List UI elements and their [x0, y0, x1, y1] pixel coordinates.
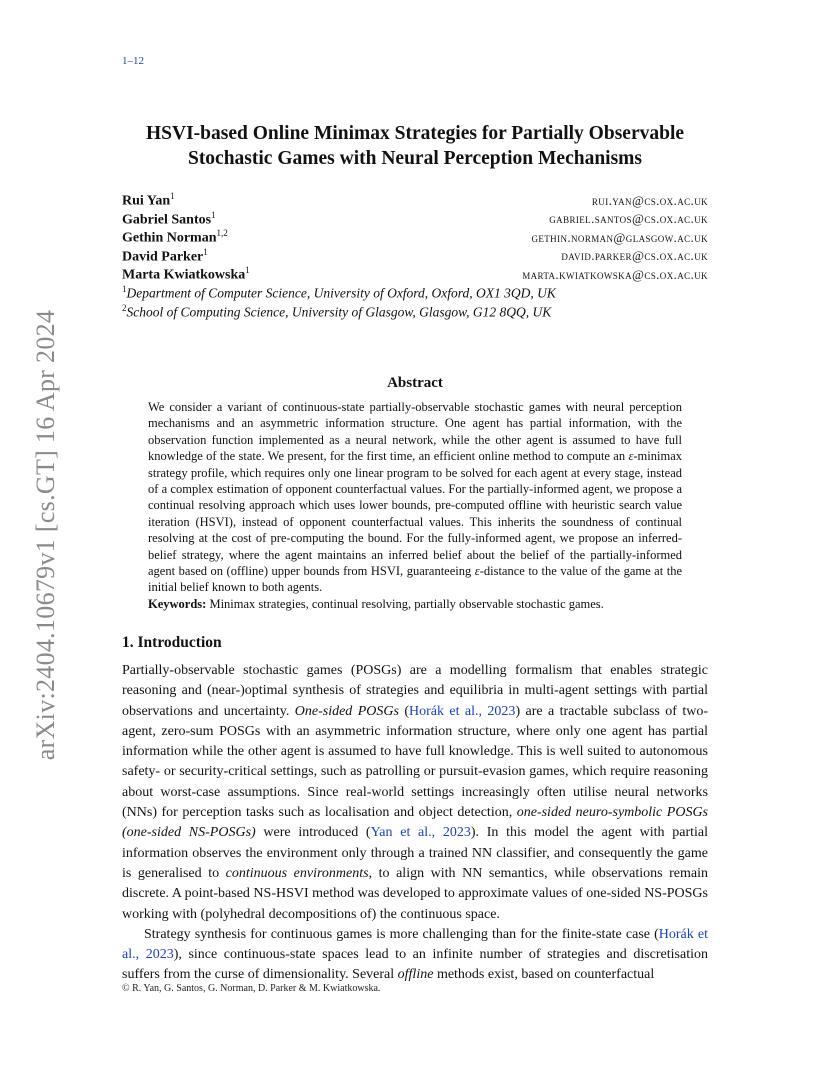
affiliation-text: School of Computing Science, University of Glasgow, Glasgow, G12 8QQ, UK: [126, 304, 552, 319]
affiliation-marker: 1: [122, 283, 127, 294]
keywords: [148, 596, 682, 612]
author-name: Rui Yan: [122, 193, 171, 209]
affiliation-text: Department of Computer Science, University of Oxford, Oxford, OX1 3QD, UK: [126, 285, 556, 300]
citation-link[interactable]: Horák et al., 2023: [409, 703, 516, 719]
arxiv-stamp: arXiv:2404.10679v1 [cs.GT] 16 Apr 2024: [31, 309, 60, 761]
author-row: [122, 210, 708, 229]
intro-paragraph-1: Partially-observable stochastic games (POSGs) are a modelling formalism that enables strategic reasoning and (near-)optimal synthesis of strategies and equilibria in multi-agent settings with partial observations and uncertainty. One-sided POSGs (Horák et al., 2023) are a tractable subclass of two-agent, zero-sum POSGs with an asymmetric information structure, where only one agent has partial information while the other agent is assumed to have full knowledge. This is well suited to autonomous safety- or security-critical settings, such as patrolling or pursuit-evasion games, which require reasoning about worst-case assumptions. Since real-world settings increasingly often utilise neural networks (NNs) for perception tasks such as localisation and object detection, one-sided neuro-symbolic POSGs (one-sided NS-POSGs) were introduced (Yan et al., 2023). In this model the agent with partial information observes the environment only through a trained NN classifier, and consequently the game is generalised to continuous environments, to align with NN semantics, while observations remain discrete. A point-based NS-HSVI method was developed to approximate values of one-sided NS-POSGs working with (polyhedral decompositions of) the continuous space.: [122, 663, 709, 922]
citation-link[interactable]: Horák et al., 2023: [122, 926, 709, 963]
citation-link[interactable]: Yan et al., 2023: [370, 825, 471, 841]
author-row: [122, 191, 708, 210]
author-name: Marta Kwiatkowska: [122, 267, 246, 283]
section-heading-introduction: 1. Introduction: [122, 634, 222, 651]
author-name: David Parker: [122, 249, 204, 265]
author-email[interactable]: gethin.norman@glasgow.ac.uk: [531, 229, 708, 245]
author-name: Gethin Norman: [122, 230, 217, 246]
affiliation: [122, 284, 708, 303]
keywords-text: Minimax strategies, continual resolving, partially observable stochastic games.: [206, 596, 604, 611]
abstract-paragraph: We consider a variant of continuous-state partially-observable stochastic games with neural perception mechanisms and an asymmetric information structure. One agent has partial information, with the observation function implemented as a neural network, while the other agent is assumed to have full knowledge of the state. We present, for the first time, an efficient online method to compute an ε-minimax strategy profile, which requires only one linear program to be solved for each agent at every stage, instead of a complex estimation of opponent counterfactual values. For the partially-informed agent, we propose a continual resolving approach which uses lower bounds, pre-computed offline with heuristic search value iteration (HSVI), instead of opponent counterfactual values. This inherits the soundness of continual resolving at the cost of pre-computing the bound. For the fully-informed agent, we propose an inferred-belief strategy, where the agent maintains an inferred belief about the belief of the partially-informed agent based on (offline) upper bounds from HSVI, guaranteeing ε-distance to the value of the game at the initial belief known to both agents.: [148, 400, 682, 595]
author-email[interactable]: marta.kwiatkowska@cs.ox.ac.uk: [522, 266, 708, 282]
abstract-heading: Abstract: [387, 375, 443, 391]
copyright-footer: © R. Yan, G. Santos, G. Norman, D. Parker & M. Kwiatkowska.: [122, 983, 381, 994]
intro-paragraph-2: Strategy synthesis for continuous games is more challenging than for the finite-state case (Horák et al., 2023), since continuous-state spaces lead to an infinite number of strategies and discretisation suffers from the curse of dimensionality. Several offline methods exist, based on counterfactual: [122, 926, 709, 983]
author-affil-marker: 1: [203, 246, 208, 257]
author-row: [122, 265, 708, 284]
author-affil-marker: 1: [170, 191, 175, 201]
affiliation-marker: 2: [122, 302, 127, 313]
author-block: [122, 191, 708, 322]
author-email[interactable]: rui.yan@cs.ox.ac.uk: [591, 192, 708, 208]
paper-title: HSVI-based Online Minimax Strategies for Partially Observable Stochastic Games with Neural Perception Mechanisms: [145, 123, 685, 169]
epsilon-symbol: ε: [474, 564, 480, 579]
author-affil-marker: 1: [211, 209, 216, 220]
author-row: [122, 228, 708, 247]
epsilon-symbol: ε: [628, 449, 634, 464]
affiliation: [122, 303, 708, 322]
author-row: [122, 247, 708, 266]
author-email[interactable]: gabriel.santos@cs.ox.ac.uk: [549, 211, 708, 227]
introduction-body: [122, 661, 708, 986]
author-affil-marker: 1,2: [216, 228, 228, 238]
author-name: Gabriel Santos: [122, 212, 212, 228]
author-affil-marker: 1: [245, 265, 250, 275]
page-range: 1–12: [122, 55, 144, 67]
abstract-body: [148, 399, 682, 612]
keywords-label: Keywords:: [148, 596, 207, 611]
author-email[interactable]: david.parker@cs.ox.ac.uk: [561, 248, 708, 264]
